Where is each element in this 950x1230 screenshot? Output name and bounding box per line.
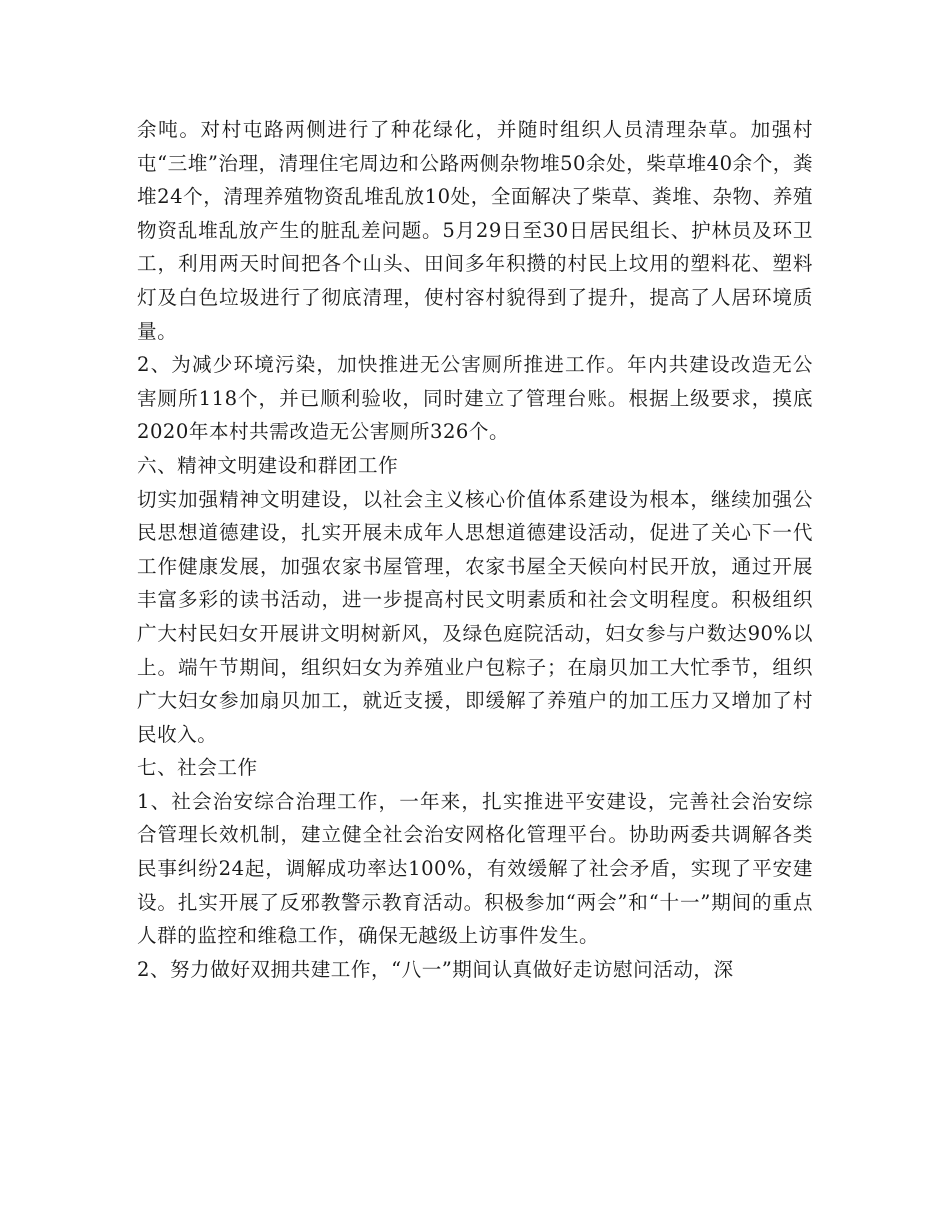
document-body xyxy=(137,113,813,986)
paragraph-toilet-renovation: 2、为减少环境污染，加快推进无公害厕所推进工作。年内共建设改造无公害厕所118个，并已顺利验收，同时建立了管理台账。根据上级要求，摸底2020年本村共需改造无公害厕所326个。 xyxy=(137,353,813,444)
paragraph-spiritual-civilization: 切实加强精神文明建设，以社会主义核心价值体系建设为根本，继续加强公民思想道德建设，扎实开展未成年人思想道德建设活动，促进了关心下一代工作健康发展，加强农家书屋管理，农家书屋全天候向村民开放，通过开展丰富多彩的读书活动，进一步提高村民文明素质和社会文明程度。积极组织广大村民妇女开展讲文明树新风，及绿色庭院活动，妇女参与户数达90%以上。端午节期间，组织妇女为养殖业户包粽子；在扇贝加工大忙季节，组织广大妇女参加扇贝加工，就近支援，即缓解了养殖户的加工压力又增加了村民收入。 xyxy=(137,487,813,746)
paragraph-double-support: 2、努力做好双拥共建工作，“八一”期间认真做好走访慰问活动，深 xyxy=(137,957,734,981)
paragraph-village-cleanup: 余吨。对村屯路两侧进行了种花绿化，并随时组织人员清理杂草。加强村屯“三堆”治理，清理住宅周边和公路两侧杂物堆50余处，柴草堆40余个，粪堆24个，清理养殖物资乱堆乱放10处，全面解决了柴草、粪堆、杂物、养殖物资乱堆乱放产生的脏乱差问题。5月29日至30日居民组长、护林员及环卫工，利用两天时间把各个山头、田间多年积攒的村民上坟用的塑料花、塑料灯及白色垃圾进行了彻底清理，使村容村貌得到了提升，提高了人居环境质量。 xyxy=(137,118,813,343)
section-heading-social-work: 七、社会工作 xyxy=(137,756,258,780)
paragraph-public-security: 1、社会治安综合治理工作，一年来，扎实推进平安建设，完善社会治安综合管理长效机制，建立健全社会治安网格化管理平台。协助两委共调解各类民事纠纷24起，调解成功率达100%，有效缓解了社会矛盾，实现了平安建设。扎实开展了反邪教警示教育活动。积极参加“两会”和“十一”期间的重点人群的监控和维稳工作，确保无越级上访事件发生。 xyxy=(137,789,813,948)
section-heading-spiritual-civilization: 六、精神文明建设和群团工作 xyxy=(137,453,399,477)
